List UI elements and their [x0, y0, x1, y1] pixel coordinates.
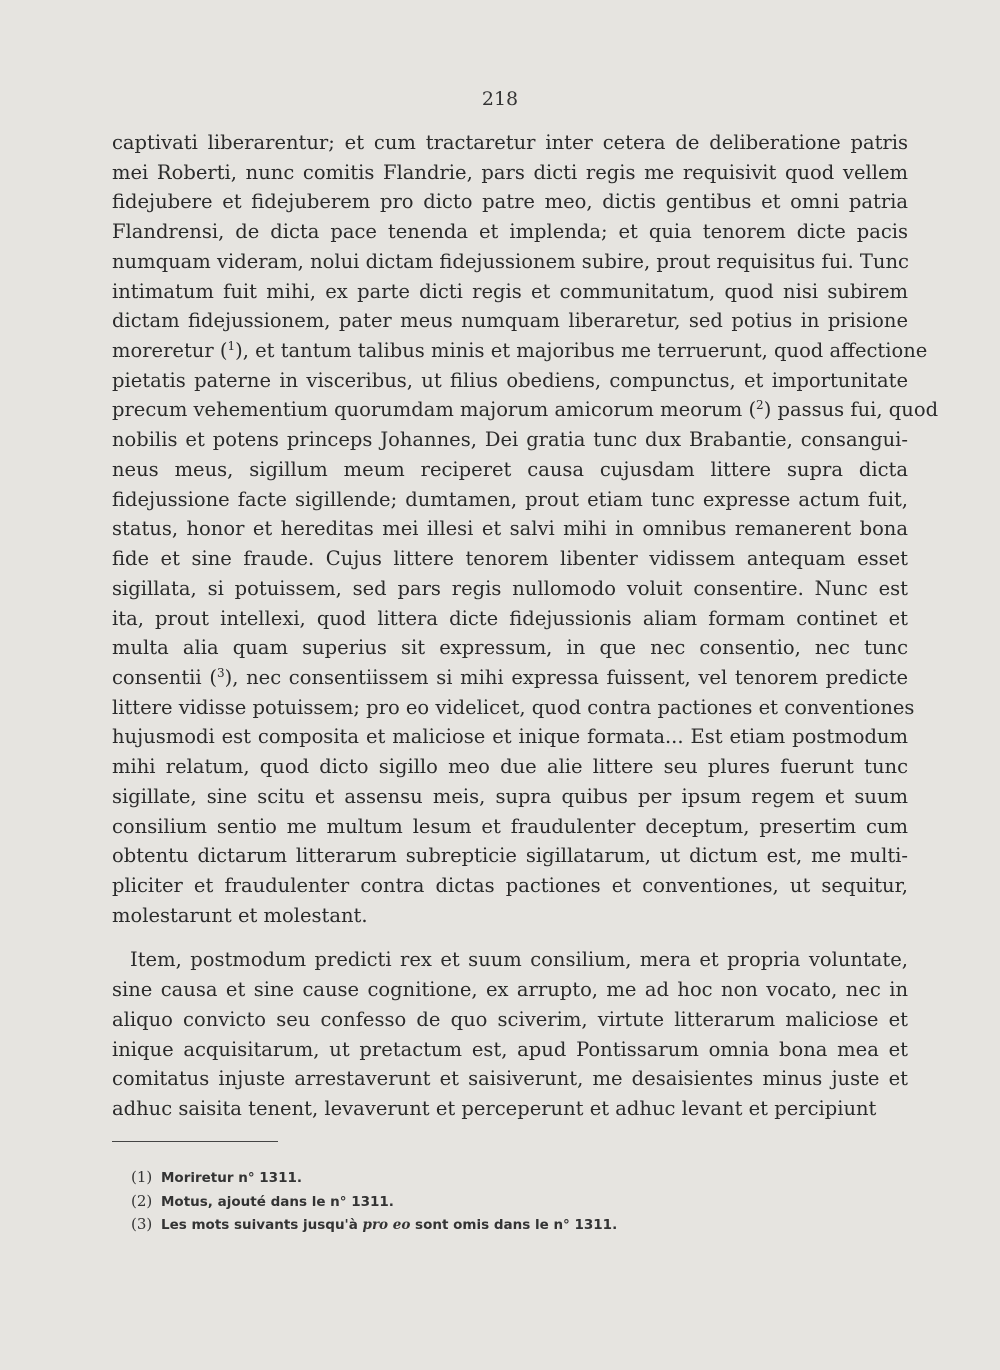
text-line: multa alia quam superius sit expressum, in que nec consentio, nec tunc	[112, 636, 908, 660]
text-line: intimatum fuit mihi, ex parte dicti regis et communitatum, quod nisi subirem	[112, 279, 908, 303]
text-line: obtentu dictarum litterarum subrepticie sigillatarum, ut dictum est, me multi-	[112, 844, 908, 868]
text-line: fide et sine fraude. Cujus littere tenorem libenter vidissem antequam esset	[112, 547, 908, 571]
footnotes	[131, 1166, 831, 1237]
text-line: littere vidisse potuissem; pro eo videlicet, quod contra pactiones et conventiones	[112, 695, 915, 719]
text-line: captivati liberarentur; et cum tractaretur inter cetera de deliberatione patris	[112, 131, 908, 154]
footnote-text-italic: pro eo	[362, 1217, 411, 1233]
paragraph-1	[112, 128, 939, 930]
text-line: Item, postmodum predicti rex et suum consilium, mera et propria voluntate,	[130, 948, 908, 972]
footnote-number: (3)	[131, 1215, 153, 1233]
text-line: inique acquisitarum, ut pretactum est, apud Pontissarum omnia bona mea et	[112, 1037, 908, 1061]
text-line: nobilis et potens princeps Johannes, Dei gratia tunc dux Brabantie, consangui-	[112, 428, 908, 452]
footnote-text: sont omis dans le n° 1311.	[410, 1217, 618, 1233]
text-line: fidejubere et fidejuberem pro dicto patre meo, dictis gentibus et omni patria	[112, 190, 908, 214]
text-line: Flandrensi, de dicta pace tenenda et implenda; et quia tenorem dicte pacis	[112, 220, 908, 244]
text-line: mei Roberti, nunc comitis Flandrie, pars dicti regis me requisivit quod vellem	[112, 160, 908, 184]
text-line: hujusmodi est composita et maliciose et inique formata... Est etiam postmodum	[112, 725, 908, 749]
text-line: sigillata, si potuissem, sed pars regis nullomodo voluit consentire. Nunc est	[112, 576, 908, 600]
paragraph-2	[112, 945, 908, 1123]
footnote-text: Les mots suivants jusqu'à	[161, 1217, 363, 1233]
footnote-number: (2)	[131, 1191, 153, 1210]
text-line: status, honor et hereditas mei illesi et salvi mihi in omnibus remanerent bona	[112, 517, 908, 541]
text-line: molestarunt et molestant.	[112, 903, 368, 927]
text-line: dictam fidejussionem, pater meus numquam liberaretur, sed potius in prisione	[112, 309, 908, 333]
footnote-rule	[112, 1141, 278, 1142]
text-line: mihi relatum, quod dicto sigillo meo due alie littere seu plures fuerunt tunc	[112, 755, 908, 779]
text-line: consentii ($^3$), nec consentiissem si mihi expressa fuissent, vel tenorem predicte	[112, 665, 908, 689]
text-line: pietatis paterne in visceribus, ut filius obediens, compunctus, et importunitate	[112, 368, 908, 392]
page-number: 218	[481, 88, 519, 110]
text-line: consilium sentio me multum lesum et fraudulenter deceptum, presertim cum	[112, 814, 908, 838]
footnote-text: Motus, ajouté dans le n° 1311.	[161, 1193, 394, 1210]
text-line: moreretur ($^1$), et tantum talibus minis et majoribus me terruerunt, quod affectione	[112, 339, 928, 363]
text-line: fidejussione facte sigillende; dumtamen, prout etiam tunc expresse actum fuit,	[112, 487, 908, 511]
footnote-2	[131, 1190, 831, 1214]
text-line: neus meus, sigillum meum reciperet causa cujusdam littere supra dicta	[112, 457, 908, 481]
text-line: adhuc saisita tenent, levaverunt et perceperunt et adhuc levant et percipiunt	[112, 1097, 877, 1120]
text-line: aliquo convicto seu confesso de quo sciverim, virtute litterarum maliciose et	[112, 1007, 908, 1031]
text-line: sigillate, sine scitu et assensu meis, supra quibus per ipsum regem et suum	[112, 784, 908, 808]
text-line: pliciter et fraudulenter contra dictas pactiones et conventiones, ut sequitur,	[112, 873, 908, 897]
text-line: comitatus injuste arrestaverunt et saisiverunt, me desaisientes minus juste et	[112, 1067, 908, 1091]
footnote-3	[131, 1213, 831, 1237]
text-line: numquam videram, nolui dictam fidejussionem subire, prout requisitus fui. Tunc	[112, 249, 909, 273]
footnote-number: (1)	[131, 1168, 153, 1186]
text-line: precum vehementium quorumdam majorum amicorum meorum ($^2$) passus fui, quod	[112, 398, 939, 422]
text-line: sine causa et sine cause cognitione, ex arrupto, me ad hoc non vocato, nec in	[112, 978, 908, 1002]
footnote-1	[131, 1166, 831, 1190]
footnote-text: Moriretur n° 1311.	[161, 1170, 302, 1186]
body-text	[112, 128, 939, 1124]
text-line: ita, prout intellexi, quod littera dicte fidejussionis aliam formam continet et	[112, 606, 908, 630]
